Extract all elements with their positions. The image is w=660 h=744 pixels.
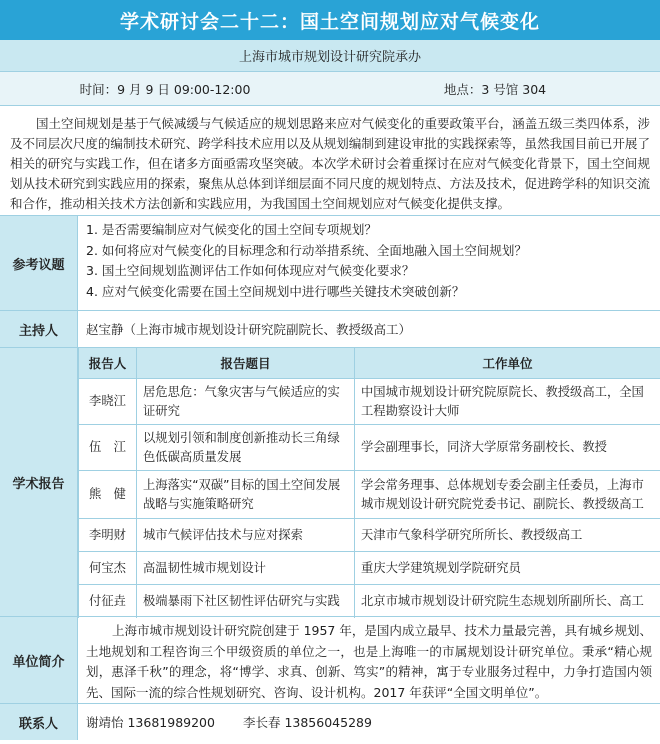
report-topic: 城市气候评估技术与应对探索 [137, 519, 355, 552]
table-row [79, 471, 660, 519]
report-topic: 居危思危：气象灾害与气候适应的实证研究 [137, 379, 355, 425]
speaker-name: 李明财 [79, 519, 137, 552]
contact-row [0, 704, 660, 740]
report-topic: 高温韧性城市规划设计 [137, 552, 355, 585]
topic-item: 2. 如何将应对气候变化的目标理念和行动举措系统、全面地融入国土空间规划？ [86, 242, 527, 258]
table-header-row [79, 348, 660, 379]
topics-row [0, 216, 660, 311]
topics-list [78, 216, 660, 310]
unit-intro-text: 上海市城市规划设计研究院创建于 1957 年，是国内成立最早、技术力量最完善，具有城乡规划、土地规划和工程咨询三个甲级资质的单位之一，也是上海唯一的市属规划设计研究单位。秉承“精心规划，惠泽千秋”的理念，将“博学、求真、创新、笃实”的精神，寓于专业服务过程中，力争打造国内领先、国际一流的综合性规划研究、咨询、设计机构。2017 年获评“全国文明单位”。 [86, 623, 652, 700]
unit-label: 单位简介 [0, 617, 78, 703]
table-row [79, 379, 660, 425]
col-header-unit: 工作单位 [355, 348, 660, 379]
unit-intro-row [0, 617, 660, 704]
speaker-unit: 中国城市规划设计研究院原院长、教授级高工，全国工程勘察设计大师 [355, 379, 660, 425]
report-topic: 以规划引领和制度创新推动长三角绿色低碳高质量发展 [137, 425, 355, 471]
event-location: 地点：3 号馆 304 [443, 81, 547, 97]
moderator-row [0, 311, 660, 348]
table-row [79, 585, 660, 618]
col-header-speaker: 报告人 [79, 348, 137, 379]
topics-label: 参考议题 [0, 216, 78, 310]
speaker-name: 何宝杰 [79, 552, 137, 585]
contact-person: 李长春 13856045289 [242, 715, 372, 730]
table-row [79, 519, 660, 552]
speaker-unit: 重庆大学建筑规划学院研究员 [355, 552, 660, 585]
contact-person: 谢靖怡 13681989200 [86, 715, 215, 730]
reports-table-wrap [78, 348, 660, 616]
col-header-topic: 报告题目 [137, 348, 355, 379]
speaker-name: 熊 健 [79, 471, 137, 519]
speaker-unit: 天津市气象科学研究所所长、教授级高工 [355, 519, 660, 552]
intro-paragraph: 国土空间规划是基于气候减缓与气候适应的规划思路来应对气候变化的重要政策平台，涵盖五级三类四体系，涉及不同层次尺度的编制技术研究、跨学科技术应用以及从规划编制到建设审批的实践探索等，虽然我国目前已开展了相关的研究与实践工作，但在诸多方面亟需攻坚突破。本次学术研讨会着重探讨在应对气候变化背景下，国土空间规划从技术研究到实践应用的探索，聚焦从总体到详细层面不同尺度的规划特点、方法及技术，促进跨学科的知识交流和合作，推动相关技术方法创新和实践应用，为我国国土空间规划应对气候变化提供支撑。 [0, 106, 660, 216]
speaker-name: 伍 江 [79, 425, 137, 471]
report-topic: 上海落实“双碳”目标的国土空间发展战略与实施策略研究 [137, 471, 355, 519]
moderator-label: 主持人 [0, 311, 78, 347]
speaker-name: 李晓江 [79, 379, 137, 425]
contact-list [78, 704, 660, 740]
topic-item: 1. 是否需要编制应对气候变化的国土空间专项规划？ [86, 222, 377, 237]
moderator-name: 赵宝静（上海市城市规划设计研究院副院长、教授级高工） [86, 322, 412, 337]
contact-label: 联系人 [0, 704, 78, 740]
page-title: 学术研讨会二十二：国土空间规划应对气候变化 [0, 0, 660, 40]
report-topic: 极端暴雨下社区韧性评估研究与实践 [137, 585, 355, 618]
topic-item: 4. 应对气候变化需要在国土空间规划中进行哪些关键技术突破创新？ [86, 283, 465, 299]
reports-label: 学术报告 [0, 348, 78, 616]
table-row [79, 425, 660, 471]
event-time: 时间：9 月 9 日 09:00-12:00 [79, 81, 251, 97]
time-location-bar [0, 72, 660, 106]
host-organizer: 上海市城市规划设计研究院承办 [0, 40, 660, 72]
reports-row [0, 348, 660, 617]
reports-table [78, 348, 660, 618]
speaker-unit: 北京市城市规划设计研究院生态规划所副所长、高工 [355, 585, 660, 618]
topic-item: 3. 国土空间规划监测评估工作如何体现应对气候变化要求？ [86, 263, 415, 278]
speaker-unit: 学会常务理事、总体规划专委会副主任委员，上海市城市规划设计研究院党委书记、副院长、教授级高工 [355, 471, 660, 519]
speaker-unit: 学会副理事长，同济大学原常务副校长、教授 [355, 425, 660, 471]
speaker-name: 付征垚 [79, 585, 137, 618]
table-row [79, 552, 660, 585]
